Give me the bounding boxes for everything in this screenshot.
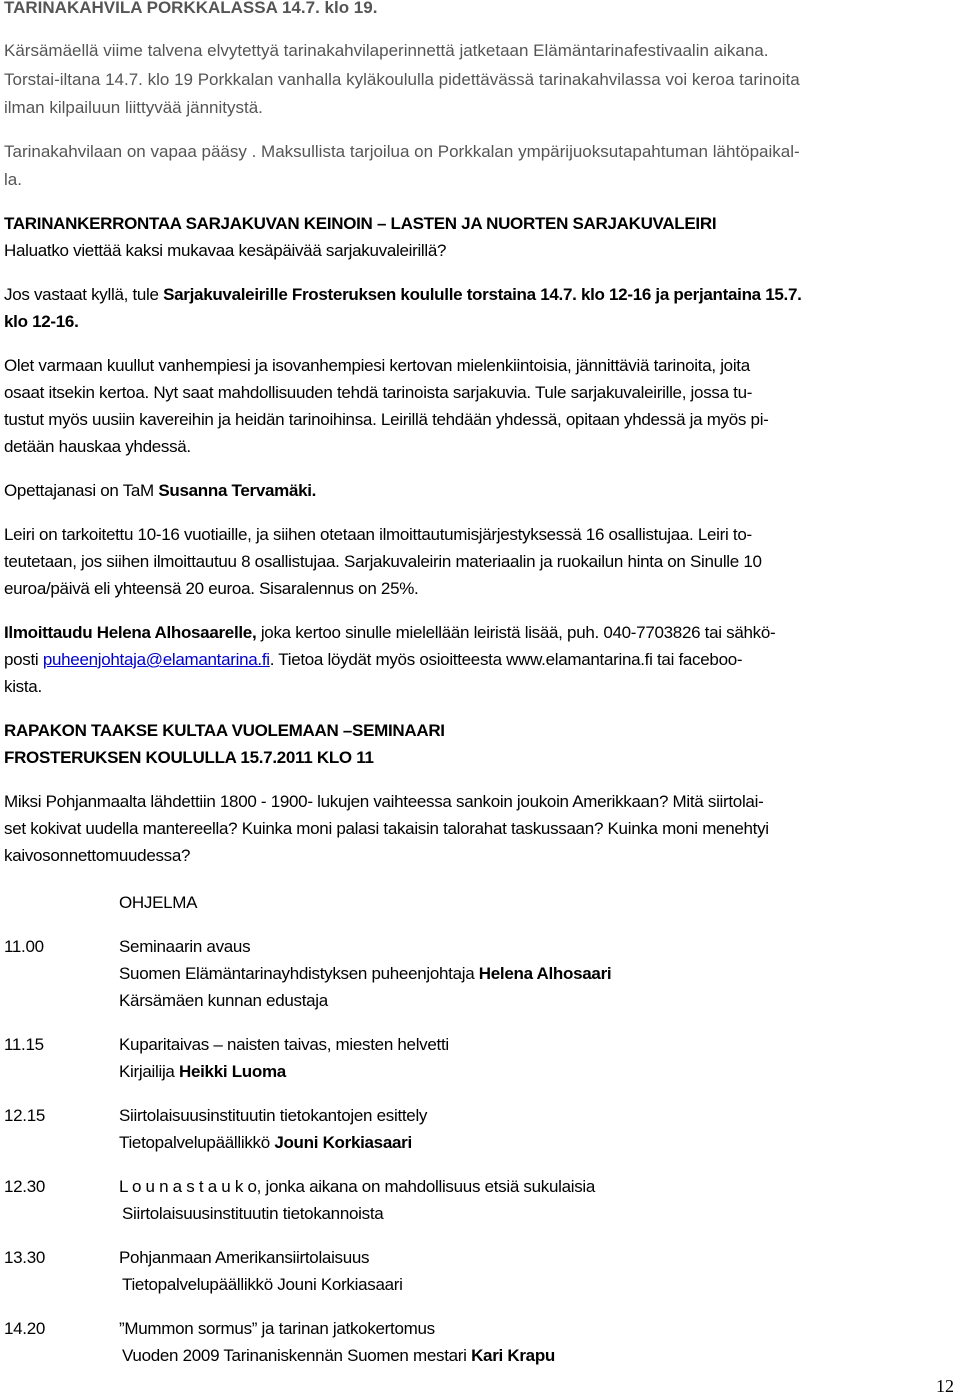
program-item-detail: Kärsämäen kunnan edustaja bbox=[119, 991, 328, 1010]
program-item: 12.30 L o u n a s t a u k o, jonka aikana on mahdollisuus etsiä sukulaisia bbox=[4, 1177, 596, 1196]
section2-paragraph-line: osaat itsekin kertoa. Nyt saat mahdollisuuden tehdä tarinoista sarjakuvia. Tule sarjakuvaleirille, jossa tu- bbox=[4, 383, 753, 402]
program-item: 11.00 Seminaarin avaus bbox=[4, 937, 251, 956]
section1-line: la. bbox=[4, 170, 22, 189]
section3-title: RAPAKON TAAKSE KULTAA VUOLEMAAN –SEMINAARI bbox=[4, 721, 445, 740]
program-item-detail: Kirjailija Heikki Luoma bbox=[119, 1062, 286, 1081]
section2-title: TARINANKERRONTAA SARJAKUVAN KEINOIN – LASTEN JA NUORTEN SARJAKUVALEIRI bbox=[4, 214, 717, 233]
program-item: 13.30 Pohjanmaan Amerikansiirtolaisuus bbox=[4, 1248, 370, 1267]
page-number: 12 bbox=[936, 1376, 954, 1396]
section1-line: Kärsämäellä viime talvena elvytettyä tarinakahvilaperinnettä jatketaan Elämäntarinafestivaalin aikana. bbox=[4, 41, 769, 60]
section3-title: FROSTERUKSEN KOULULLA 15.7.2011 KLO 11 bbox=[4, 748, 374, 767]
program-heading: OHJELMA bbox=[119, 893, 198, 912]
section3-intro-line: Miksi Pohjanmaalta lähdettiin 1800 - 1900- lukujen vaihteessa sankoin joukoin Amerikkaan? Mitä siirtolai- bbox=[4, 792, 764, 811]
program-item-detail: Tietopalvelupäällikkö Jouni Korkiasaari bbox=[122, 1275, 403, 1294]
program-item: 11.15 Kuparitaivas – naisten taivas, miesten helvetti bbox=[4, 1035, 449, 1054]
section1-line: Torstai-iltana 14.7. klo 19 Porkkalan vanhalla kyläkoululla pidettävässä tarinakahvilassa voi keroa tarinoita bbox=[4, 70, 800, 89]
email-link[interactable]: puheenjohtaja@elamantarina.fi bbox=[42, 650, 270, 669]
section1-line: ilman kilpailuun liittyvää jännitystä. bbox=[4, 98, 263, 117]
program-item-detail: Suomen Elämäntarinayhdistyksen puheenjohtaja Helena Alhosaari bbox=[119, 964, 612, 983]
section2-paragraph-line: Olet varmaan kuullut vanhempiesi ja isovanhempiesi kertovan mielenkiintoisia, jännittäviä tarinoita, joita bbox=[4, 356, 750, 375]
section2-line: klo 12-16. bbox=[4, 312, 79, 331]
registration-line: posti puheenjohtaja@elamantarina.fi. Tietoa löydät myös osioitteesta www.elamantarina.fi tai faceboo- bbox=[4, 650, 743, 669]
program-item: 14.20 ”Mummon sormus” ja tarinan jatkokertomus bbox=[4, 1319, 435, 1338]
teacher-line: Opettajanasi on TaM Susanna Tervamäki. bbox=[4, 481, 317, 500]
section2-paragraph-line: euroa/päivä eli yhteensä 20 euroa. Sisaralennus on 25%. bbox=[4, 579, 419, 598]
section2-paragraph-line: Leiri on tarkoitettu 10-16 vuotiaille, ja siihen otetaan ilmoittautumisjärjestyksessä 16 osallistujaa. Leiri to- bbox=[4, 525, 752, 544]
section3-intro-line: set kokivat uudella mantereella? Kuinka moni palasi takaisin talorahat taskussaan? Kuinka moni menehtyi bbox=[4, 819, 769, 838]
registration-line: kista. bbox=[4, 677, 42, 696]
section3-intro-line: kaivosonnettomuudessa? bbox=[4, 846, 191, 865]
program-item-detail: Tietopalvelupäällikkö Jouni Korkiasaari bbox=[119, 1133, 412, 1152]
section2-line: Jos vastaat kyllä, tule Sarjakuvaleirille Frosteruksen koululle torstaina 14.7. klo 12-16 ja perjantaina 15.7. bbox=[4, 285, 802, 304]
section2-line: Haluatko viettää kaksi mukavaa kesäpäivää sarjakuvaleirillä? bbox=[4, 241, 447, 260]
section1-title: TARINAKAHVILA PORKKALASSA 14.7. klo 19. bbox=[4, 0, 378, 17]
section2-paragraph-line: detään hauskaa yhdessä. bbox=[4, 437, 191, 456]
section2-paragraph-line: teutetaan, jos siihen ilmoittautuu 8 osallistujaa. Sarjakuvaleirin materiaalin ja ruokailun hinta on Sinulle 10 bbox=[4, 552, 762, 571]
section2-paragraph-line: tustut myös uusiin kavereihin ja heidän tarinoihinsa. Leirillä tehdään yhdessä, opitaan yhdessä ja myös pi- bbox=[4, 410, 769, 429]
section1-line: Tarinakahvilaan on vapaa pääsy . Maksullista tarjoilua on Porkkalan ympärijuoksutapahtuman lähtöpaikal- bbox=[4, 142, 800, 161]
program-item-detail: Siirtolaisuusinstituutin tietokannoista bbox=[122, 1204, 384, 1223]
program-item-detail: Vuoden 2009 Tarinaniskennän Suomen mestari Kari Krapu bbox=[122, 1346, 555, 1365]
registration-line: Ilmoittaudu Helena Alhosaarelle, joka kertoo sinulle mielellään leiristä lisää, puh. 040-7703826 tai sähkö- bbox=[4, 623, 776, 642]
program-item: 12.15 Siirtolaisuusinstituutin tietokantojen esittely bbox=[4, 1106, 428, 1125]
